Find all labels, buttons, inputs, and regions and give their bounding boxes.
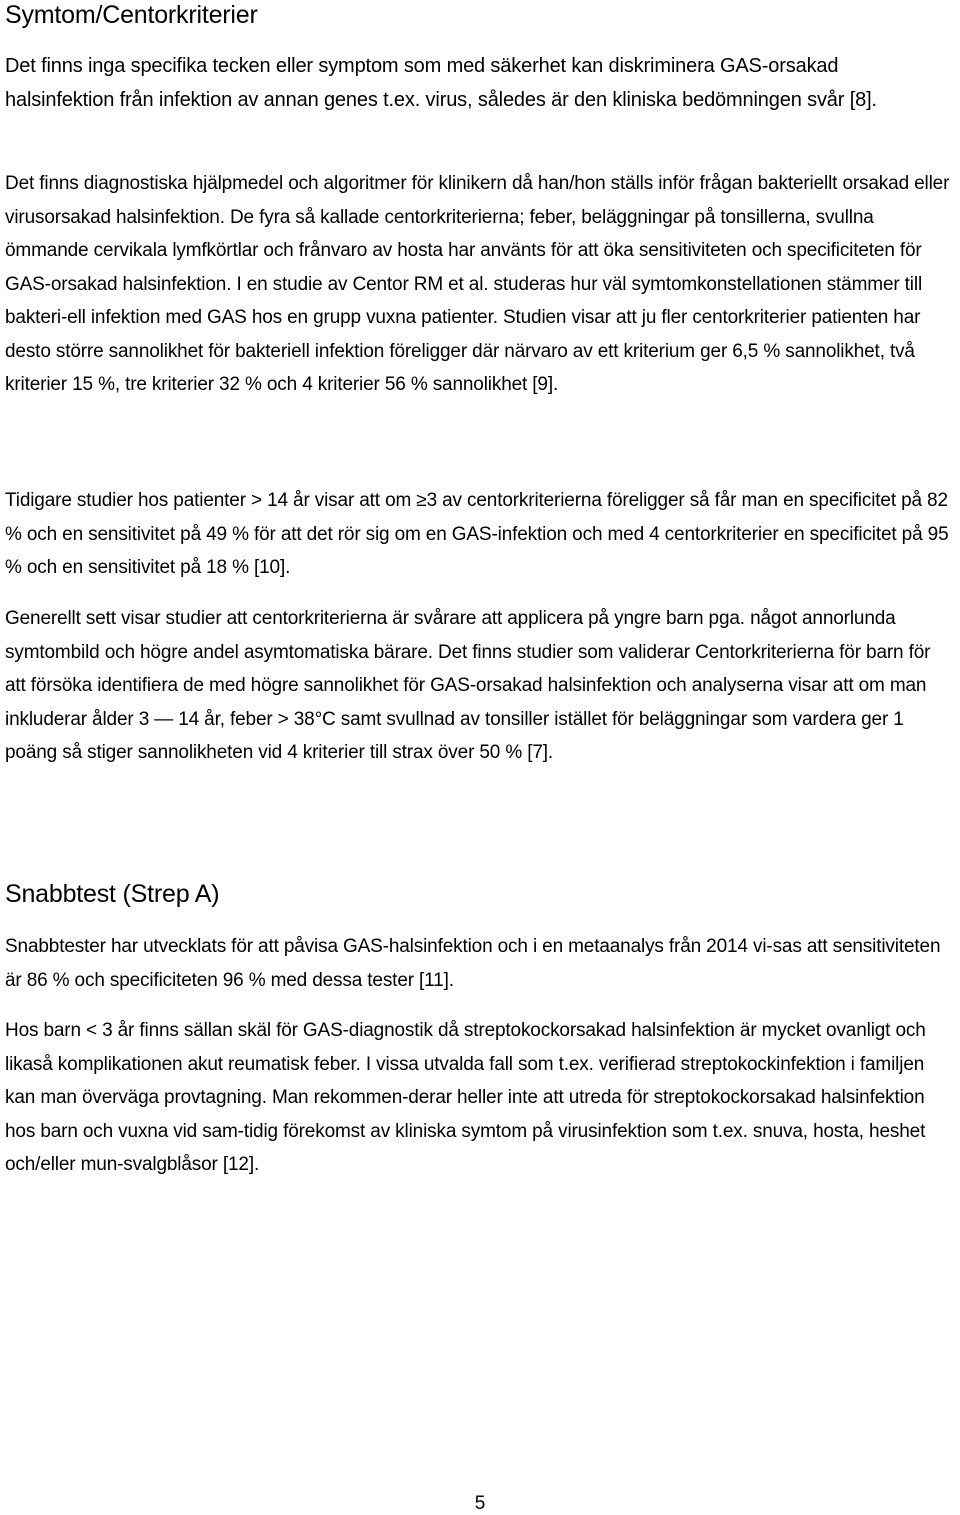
- paragraph: Tidigare studier hos patienter > 14 år visar att om ≥3 av centorkriterierna föreligger så får man en specificitet på 82 % och en sensitivitet på 49 % för att det rör sig om en GAS-infektion och med 4 centorkriterier en specificitet på 95 % och en sensitivitet på 18 % [10].: [5, 490, 949, 578]
- paragraph: Hos barn < 3 år finns sällan skäl för GAS-diagnostik då streptokockorsakad halsinfektion är mycket ovanligt och likaså komplikationen akut reumatisk feber. I vissa utvalda fall som t.ex. verifierad streptokockinfektion i familjen kan man överväga provtagning. Man rekommen-derar heller inte att utreda för streptokockorsakad halsinfektion hos barn och vuxna vid sam-tidig förekomst av kliniska symtom på virusinfektion som t.ex. snuva, hosta, heshet och/eller mun-svalgblåsor [12].: [5, 1020, 926, 1175]
- section-heading-snabbtest: Snabbtest (Strep A): [5, 880, 220, 908]
- section-heading-centorkriterier: Symtom/Centorkriterier: [5, 1, 258, 29]
- paragraph: Det finns diagnostiska hjälpmedel och algoritmer för klinikern då han/hon ställs inför frågan bakteriellt orsakad eller virusorsakad halsinfektion. De fyra så kallade centorkriterierna; feber, beläggningar på tonsillerna, svullna ömmande cervikala lymfkörtlar och frånvaro av hosta har använts för att öka sensitiviteten och specificiteten för GAS-orsakad halsinfektion. I en studie av Centor RM et al. studeras hur väl symtomkonstellationen stämmer till bakteri-ell infektion med GAS hos en grupp vuxna patienter. Studien visar att ju fler centorkriterier patienten har desto större sannolikhet för bakteriell infektion föreligger där närvaro av ett kriterium ger 6,5 % sannolikhet, två kriterier 15 %, tre kriterier 32 % och 4 kriterier 56 % sannolikhet [9].: [5, 173, 950, 395]
- paragraph: Snabbtester har utvecklats för att påvisa GAS-halsinfektion och i en metaanalys från 2014 vi-sas att sensitiviteten är 86 % och specificiteten 96 % med dessa tester [11].: [5, 936, 941, 991]
- paragraph: Generellt sett visar studier att centorkriterierna är svårare att applicera på yngre barn pga. något annorlunda symtombild och högre andel asymtomatiska bärare. Det finns studier som validerar Centorkriterierna för barn för att försöka identifiera de med högre sannolikhet för GAS-orsakad halsinfektion och analyserna visar att om man inkluderar ålder 3 — 14 år, feber > 38°C samt svullnad av tonsiller istället för beläggningar som vardera ger 1 poäng så stiger sannolikheten vid 4 kriterier till strax över 50 % [7].: [5, 608, 931, 763]
- paragraph: Det finns inga specifika tecken eller symptom som med säkerhet kan diskriminera GAS-orsakad halsinfektion från infektion av annan genes t.ex. virus, således är den kliniska bedömningen svår [8].: [5, 55, 877, 111]
- page-number: 5: [474, 1493, 486, 1514]
